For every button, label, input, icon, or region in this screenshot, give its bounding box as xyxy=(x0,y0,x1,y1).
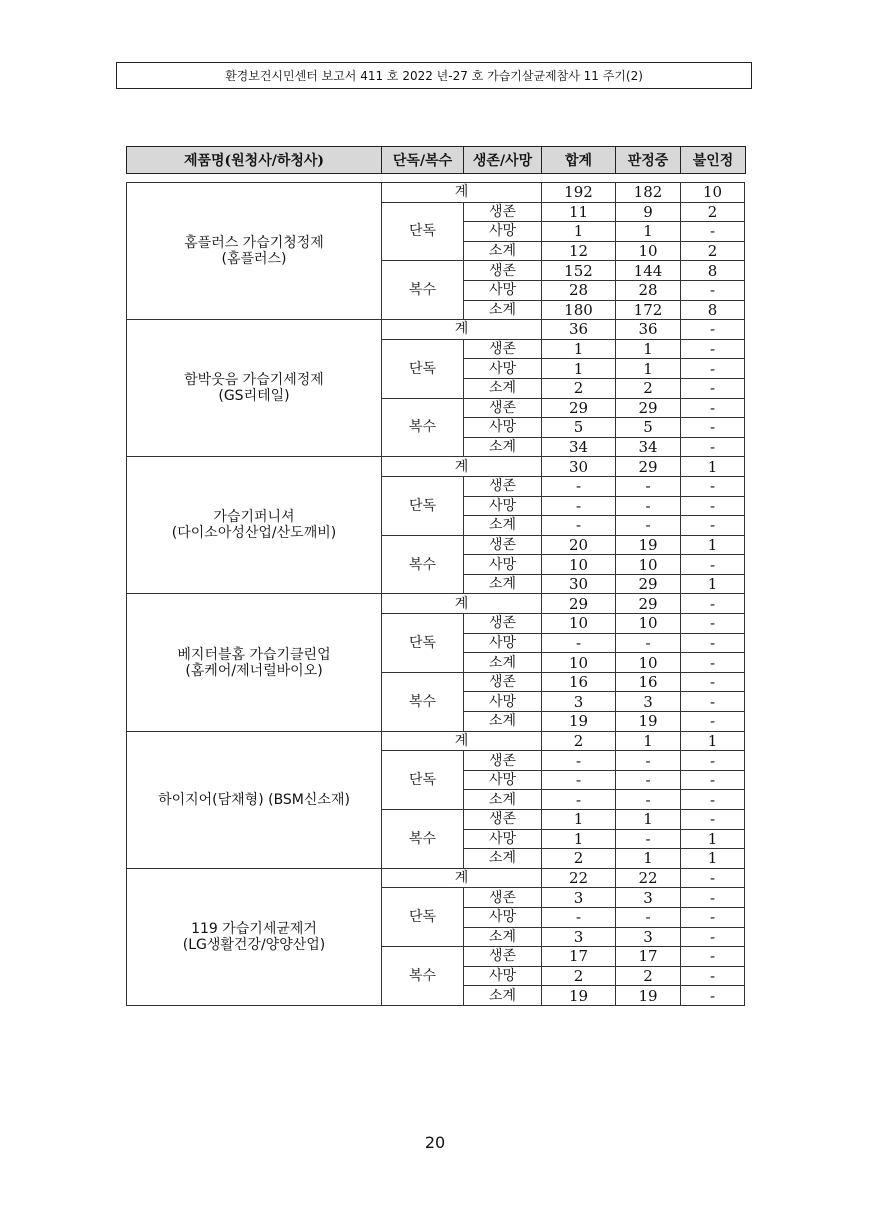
product-name: 베지터블홈 가습기클린업 xyxy=(177,646,331,663)
pending-value: - xyxy=(616,496,681,516)
pending-value: - xyxy=(616,770,681,790)
product-company: (홈플러스) xyxy=(221,251,287,268)
total-label: 계 xyxy=(382,183,542,203)
row-label: 소계 xyxy=(464,712,542,732)
row-label: 생존 xyxy=(464,672,542,692)
rejected-value: - xyxy=(681,555,745,575)
rejected-value: - xyxy=(681,280,745,300)
row-label: 사망 xyxy=(464,966,542,986)
pending-value: 19 xyxy=(616,535,681,555)
pending-value: - xyxy=(616,751,681,771)
pending-value: 28 xyxy=(616,280,681,300)
pending-value: 29 xyxy=(616,574,681,594)
total-value: 10 xyxy=(542,555,616,575)
pending-value: 2 xyxy=(616,966,681,986)
row-label: 생존 xyxy=(464,947,542,967)
row-label: 소계 xyxy=(464,986,542,1006)
group-type: 단독 xyxy=(382,476,464,535)
total-label: 계 xyxy=(382,594,542,614)
pending-value: 10 xyxy=(616,653,681,673)
total-value: 22 xyxy=(542,868,616,888)
total-value: 3 xyxy=(542,888,616,908)
product-cell xyxy=(127,594,382,731)
pending-value: 36 xyxy=(616,320,681,340)
product-cell xyxy=(127,183,382,320)
column-header-product: 제품명(원청사/하청사) xyxy=(127,147,382,173)
rejected-value: - xyxy=(681,418,745,438)
pending-value: - xyxy=(616,829,681,849)
total-value: 19 xyxy=(542,712,616,732)
product-cell xyxy=(127,868,382,1005)
row-label: 소계 xyxy=(464,927,542,947)
total-label: 계 xyxy=(382,731,542,751)
pending-value: 10 xyxy=(616,555,681,575)
rejected-value: - xyxy=(681,790,745,810)
page-number: 20 xyxy=(424,1133,446,1152)
rejected-value: - xyxy=(681,320,745,340)
total-value: - xyxy=(542,790,616,810)
total-value: 1 xyxy=(542,222,616,242)
total-value: 19 xyxy=(542,986,616,1006)
product-name: 가습기퍼니셔 xyxy=(213,509,295,526)
row-label: 소계 xyxy=(464,653,542,673)
group-type: 복수 xyxy=(382,810,464,869)
total-value: 16 xyxy=(542,672,616,692)
group-type: 단독 xyxy=(382,751,464,810)
rejected-value: - xyxy=(681,633,745,653)
group-type: 복수 xyxy=(382,947,464,1006)
total-value: 29 xyxy=(542,594,616,614)
row-label: 생존 xyxy=(464,614,542,634)
row-label: 소계 xyxy=(464,241,542,261)
total-value: 1 xyxy=(542,810,616,830)
pending-value: 34 xyxy=(616,437,681,457)
pending-value: - xyxy=(616,476,681,496)
group-type: 복수 xyxy=(382,398,464,457)
row-label: 사망 xyxy=(464,829,542,849)
rejected-value: - xyxy=(681,947,745,967)
total-value: 12 xyxy=(542,241,616,261)
total-value: 180 xyxy=(542,300,616,320)
product-company: (GS리테일) xyxy=(218,388,290,405)
rejected-value: - xyxy=(681,907,745,927)
group-type: 복수 xyxy=(382,261,464,320)
product-cell xyxy=(127,320,382,457)
product-cell xyxy=(127,731,382,868)
pending-value: - xyxy=(616,516,681,536)
table-row xyxy=(127,457,745,477)
pending-value: 3 xyxy=(616,692,681,712)
group-type: 복수 xyxy=(382,535,464,594)
table-header-row xyxy=(126,146,746,174)
product-name: 홈플러스 가습기청정제 xyxy=(184,235,324,252)
pending-value: 5 xyxy=(616,418,681,438)
pending-value: 10 xyxy=(616,241,681,261)
pending-value: 29 xyxy=(616,594,681,614)
row-label: 소계 xyxy=(464,849,542,869)
product-company: (홈케어/제너럴바이오) xyxy=(185,662,323,679)
total-value: - xyxy=(542,516,616,536)
total-value: 2 xyxy=(542,731,616,751)
total-value: 3 xyxy=(542,692,616,712)
table-row xyxy=(127,731,745,751)
rejected-value: 8 xyxy=(681,300,745,320)
total-value: 1 xyxy=(542,359,616,379)
row-label: 소계 xyxy=(464,790,542,810)
row-label: 생존 xyxy=(464,202,542,222)
rejected-value: - xyxy=(681,378,745,398)
pending-value: 10 xyxy=(616,614,681,634)
row-label: 사망 xyxy=(464,280,542,300)
product-name: 119 가습기세균제거 xyxy=(191,920,317,937)
rejected-value: 1 xyxy=(681,574,745,594)
pending-value: 1 xyxy=(616,359,681,379)
product-name: 함박웃음 가습기세정제 xyxy=(184,372,324,389)
rejected-value: - xyxy=(681,398,745,418)
report-header-title: 환경보건시민센터 보고서 411 호 2022 년-27 호 가습기살균제참사 11 주기(2) xyxy=(225,69,643,83)
row-label: 생존 xyxy=(464,535,542,555)
group-type: 복수 xyxy=(382,672,464,731)
rejected-value: 1 xyxy=(681,731,745,751)
total-value: 17 xyxy=(542,947,616,967)
product-name: 하이지어(담채형) (BSM신소재) xyxy=(158,791,350,808)
row-label: 사망 xyxy=(464,692,542,712)
total-value: 2 xyxy=(542,966,616,986)
table-row xyxy=(127,183,745,203)
pending-value: 19 xyxy=(616,986,681,1006)
rejected-value: - xyxy=(681,770,745,790)
row-label: 생존 xyxy=(464,261,542,281)
rejected-value: 8 xyxy=(681,261,745,281)
pending-value: 19 xyxy=(616,712,681,732)
rejected-value: - xyxy=(681,437,745,457)
rejected-value: - xyxy=(681,496,745,516)
column-header-survival-death: 생존/사망 xyxy=(464,147,542,173)
row-label: 생존 xyxy=(464,476,542,496)
pending-value: 16 xyxy=(616,672,681,692)
column-header-rejected: 불인정 xyxy=(692,153,734,169)
group-type: 단독 xyxy=(382,202,464,261)
pending-value: 144 xyxy=(616,261,681,281)
row-label: 소계 xyxy=(464,300,542,320)
rejected-value: - xyxy=(681,516,745,536)
rejected-value: 1 xyxy=(681,829,745,849)
row-label: 사망 xyxy=(464,770,542,790)
rejected-value: 2 xyxy=(681,241,745,261)
total-value: 34 xyxy=(542,437,616,457)
pending-value: 172 xyxy=(616,300,681,320)
rejected-value: - xyxy=(681,966,745,986)
rejected-value: - xyxy=(681,751,745,771)
rejected-value: - xyxy=(681,888,745,908)
total-label: 계 xyxy=(382,457,542,477)
column-header-pending: 판정중 xyxy=(616,147,681,173)
rejected-value: - xyxy=(681,868,745,888)
total-value: 1 xyxy=(542,829,616,849)
total-value: 30 xyxy=(542,574,616,594)
rejected-value: - xyxy=(681,476,745,496)
table-row xyxy=(127,868,745,888)
rejected-value: 1 xyxy=(681,535,745,555)
total-value: - xyxy=(542,633,616,653)
pending-value: 182 xyxy=(616,183,681,203)
rejected-value: - xyxy=(681,986,745,1006)
total-value: 3 xyxy=(542,927,616,947)
rejected-value: - xyxy=(681,692,745,712)
row-label: 사망 xyxy=(464,418,542,438)
product-cell xyxy=(127,457,382,594)
pending-value: 1 xyxy=(616,339,681,359)
total-value: 30 xyxy=(542,457,616,477)
total-label: 계 xyxy=(382,320,542,340)
total-value: 11 xyxy=(542,202,616,222)
pending-value: 3 xyxy=(616,888,681,908)
total-value: - xyxy=(542,496,616,516)
rejected-value: 10 xyxy=(681,183,745,203)
total-value: 2 xyxy=(542,849,616,869)
victims-table xyxy=(126,182,745,1006)
total-label: 계 xyxy=(382,868,542,888)
group-type: 단독 xyxy=(382,888,464,947)
pending-value: 9 xyxy=(616,202,681,222)
product-company: (다이소아성산업/산도깨비) xyxy=(171,525,337,542)
row-label: 소계 xyxy=(464,378,542,398)
row-label: 생존 xyxy=(464,810,542,830)
total-value: - xyxy=(542,907,616,927)
total-value: 28 xyxy=(542,280,616,300)
rejected-value: - xyxy=(681,359,745,379)
row-label: 소계 xyxy=(464,516,542,536)
rejected-value: - xyxy=(681,222,745,242)
table-row xyxy=(127,320,745,340)
product-company: (LG생활건강/양양산업) xyxy=(182,936,326,953)
rejected-value: 1 xyxy=(681,457,745,477)
pending-value: 1 xyxy=(616,810,681,830)
pending-value: 17 xyxy=(616,947,681,967)
pending-value: 1 xyxy=(616,731,681,751)
rejected-value: - xyxy=(681,810,745,830)
row-label: 소계 xyxy=(464,437,542,457)
pending-value: - xyxy=(616,907,681,927)
column-header-total: 합계 xyxy=(542,147,616,173)
total-value: 2 xyxy=(542,378,616,398)
total-value: 192 xyxy=(542,183,616,203)
total-value: - xyxy=(542,476,616,496)
table-row xyxy=(127,594,745,614)
pending-value: - xyxy=(616,633,681,653)
row-label: 생존 xyxy=(464,751,542,771)
total-value: 1 xyxy=(542,339,616,359)
rejected-value: - xyxy=(681,672,745,692)
rejected-value: - xyxy=(681,712,745,732)
row-label: 사망 xyxy=(464,222,542,242)
rejected-value: - xyxy=(681,614,745,634)
total-value: 10 xyxy=(542,614,616,634)
group-type: 단독 xyxy=(382,339,464,398)
pending-value: - xyxy=(616,790,681,810)
rejected-value: 1 xyxy=(681,849,745,869)
total-value: - xyxy=(542,770,616,790)
row-label: 사망 xyxy=(464,907,542,927)
row-label: 사망 xyxy=(464,496,542,516)
pending-value: 1 xyxy=(616,222,681,242)
column-header-single-multiple: 단독/복수 xyxy=(382,147,464,173)
report-header xyxy=(116,62,752,89)
rejected-value: - xyxy=(681,653,745,673)
row-label: 생존 xyxy=(464,339,542,359)
rejected-value: - xyxy=(681,339,745,359)
row-label: 사망 xyxy=(464,555,542,575)
total-value: - xyxy=(542,751,616,771)
pending-value: 2 xyxy=(616,378,681,398)
pending-value: 1 xyxy=(616,849,681,869)
row-label: 생존 xyxy=(464,888,542,908)
group-type: 단독 xyxy=(382,614,464,673)
rejected-value: - xyxy=(681,594,745,614)
total-value: 10 xyxy=(542,653,616,673)
total-value: 20 xyxy=(542,535,616,555)
rejected-value: 2 xyxy=(681,202,745,222)
rejected-value: - xyxy=(681,927,745,947)
pending-value: 3 xyxy=(616,927,681,947)
row-label: 소계 xyxy=(464,574,542,594)
total-value: 152 xyxy=(542,261,616,281)
victims-table-body xyxy=(127,183,745,1006)
total-value: 29 xyxy=(542,398,616,418)
total-value: 5 xyxy=(542,418,616,438)
pending-value: 22 xyxy=(616,868,681,888)
row-label: 생존 xyxy=(464,398,542,418)
pending-value: 29 xyxy=(616,457,681,477)
row-label: 사망 xyxy=(464,633,542,653)
row-label: 사망 xyxy=(464,359,542,379)
pending-value: 29 xyxy=(616,398,681,418)
total-value: 36 xyxy=(542,320,616,340)
